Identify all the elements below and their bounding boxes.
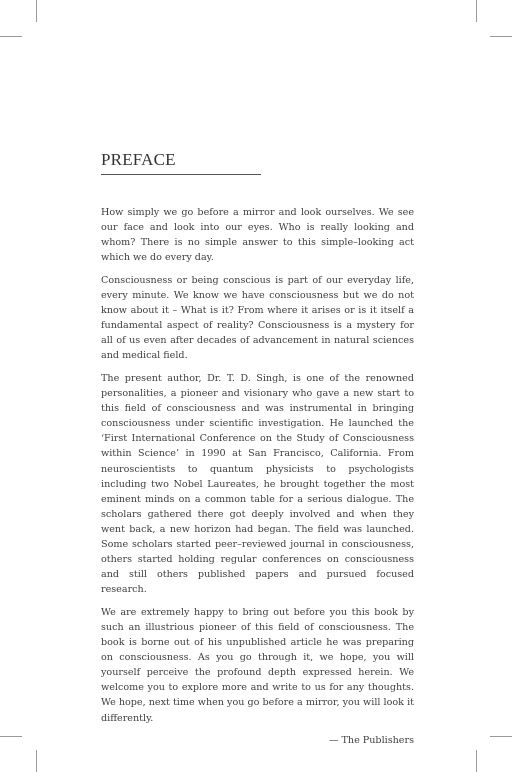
preface-body [101, 205, 414, 748]
crop-mark [36, 0, 37, 22]
paragraph: The present author, Dr. T. D. Singh, is one of the renowned personalities, a pioneer and visionary who gave a new start to this field of consciousness and was instrumental in bringing consciousness under scientific investigation. He launched the ‘First International Conference on the Study of Consciousness within Science’ in 1990 at San Francisco, California. From neuroscientists to quantum physicists to psychologists including two Nobel Laureates, he brought together the most eminent minds on a common table for a serious dialogue. The scholars gathered there got deeply involved and when they went back, a new horizon had began. The field was launched. Some scholars started peer–reviewed journal in consciousness, others started holding regular conferences on consciousness and still others published papers and pursued focused research. [101, 372, 414, 596]
page-title: PREFACE [101, 150, 176, 169]
title-underline [101, 174, 261, 175]
crop-mark [0, 736, 22, 737]
paragraph: How simply we go before a mirror and look ourselves. We see our face and look into our eyes. Who is really looking and whom? There is no simple answer to this simple–looking act which we do every day. [101, 207, 414, 264]
crop-mark [0, 36, 22, 37]
paragraph: Consciousness or being conscious is part of our everyday life, every minute. We know we have consciousness but we do not know about it – What is it? From where it arises or is it itself a fundamental aspect of reality? Consciousness is a mystery for all of us even after decades of advancement in natural sciences and medical field. [101, 274, 414, 362]
crop-mark [490, 736, 512, 737]
paragraph: We are extremely happy to bring out before you this book by such an illustrious pioneer of this field of consciousness. The book is borne out of his unpublished article he was preparing on consciousness. As you go through it, we hope, you will yourself perceive the profound depth expressed herein. We welcome you to explore more and write to us for any thoughts. We hope, next time when you go before a mirror, you will look it differently. [101, 606, 414, 724]
crop-mark [36, 750, 37, 772]
signature: — The Publishers [328, 735, 414, 747]
crop-mark [476, 750, 477, 772]
crop-mark [490, 36, 512, 37]
crop-mark [476, 0, 477, 22]
